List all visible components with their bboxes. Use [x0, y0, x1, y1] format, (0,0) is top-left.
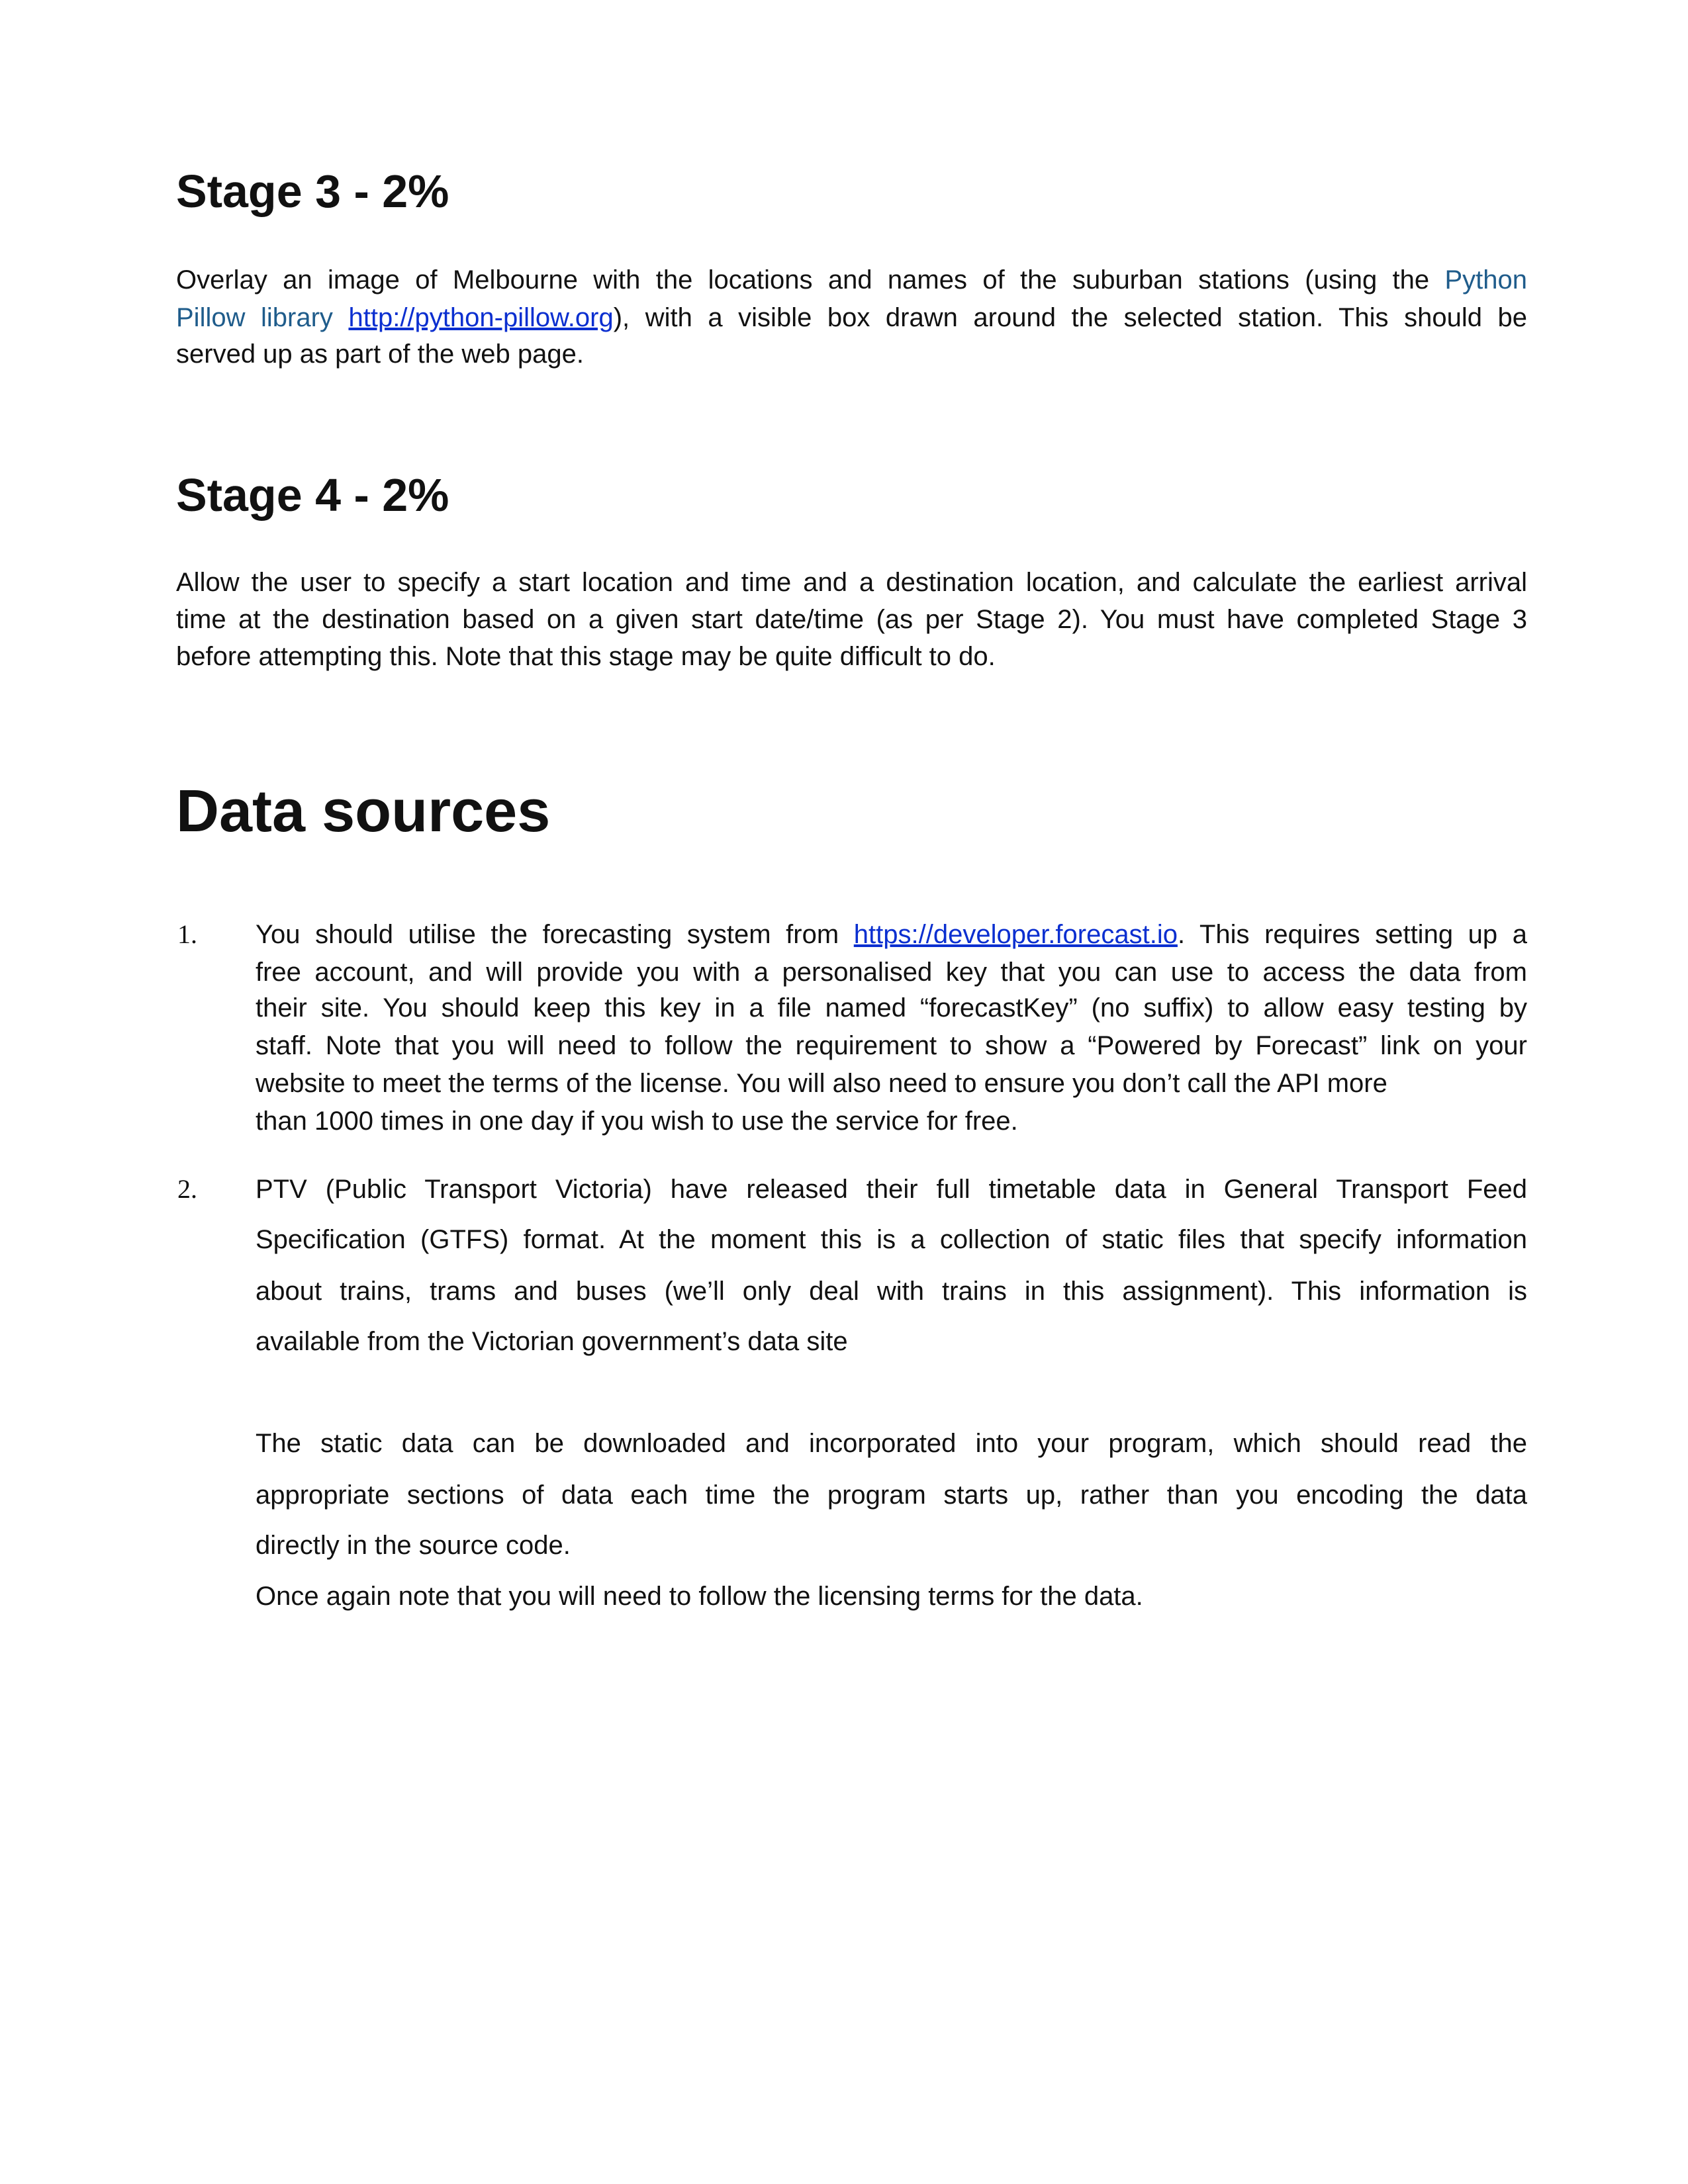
python-pillow-link[interactable]: http://python-pillow.org — [348, 303, 614, 332]
followup-line: directly in the source code. — [256, 1531, 571, 1560]
list-item-line: website to meet the terms of the license. You will also need to ensure you don’t call the API more — [256, 1069, 1387, 1098]
stage3-text: ), with a visible box drawn around the selected station. This should be — [613, 303, 1527, 332]
followup-line: appropriate sections of data each time the program starts up, rather than you encoding the data — [256, 1480, 1527, 1510]
item-text: . This requires setting up a — [1177, 920, 1527, 949]
forecast-link[interactable]: https://developer.forecast.io — [853, 920, 1178, 949]
list-item-line: available from the Victorian government’s data site — [256, 1327, 848, 1356]
followup-line: Once again note that you will need to follow the licensing terms for the data. — [256, 1582, 1143, 1611]
list-item-line: PTV (Public Transport Victoria) have released their full timetable data in General Transport Feed — [256, 1175, 1527, 1204]
stage4-line: time at the destination based on a given start date/time (as per Stage 2). You must have completed Stage 3 — [176, 605, 1527, 634]
stage3-line: served up as part of the web page. — [176, 340, 584, 369]
python-pillow-reference: Python — [1444, 265, 1527, 295]
stage3-heading: Stage 3 - 2% — [176, 165, 449, 217]
stage3-line — [176, 261, 1527, 298]
list-item-line: their site. You should keep this key in a file named “forecastKey” (no suffix) to allow easy testing by — [256, 993, 1527, 1023]
stage3-text: Overlay an image of Melbourne with the locations and names of the suburban stations (using the — [176, 265, 1445, 295]
list-number: 2. — [177, 1174, 197, 1204]
stage3-line — [176, 299, 1527, 336]
data-sources-heading: Data sources — [176, 778, 551, 844]
list-item-line: about trains, trams and buses (we’ll only deal with trains in this assignment). This information is — [256, 1277, 1527, 1306]
followup-line: The static data can be downloaded and incorporated into your program, which should read the — [256, 1429, 1527, 1458]
stage4-line: before attempting this. Note that this stage may be quite difficult to do. — [176, 642, 996, 671]
list-item-line: than 1000 times in one day if you wish to use the service for free. — [256, 1107, 1018, 1136]
list-item-line — [256, 916, 1527, 953]
item-text: You should utilise the forecasting system from — [256, 920, 854, 949]
stage4-line: Allow the user to specify a start location and time and a destination location, and calculate the earliest arrival — [176, 568, 1527, 597]
list-item-line: Specification (GTFS) format. At the moment this is a collection of static files that specify information — [256, 1225, 1527, 1254]
list-number: 1. — [177, 919, 197, 949]
list-item-line: free account, and will provide you with a personalised key that you can use to access the data from — [256, 958, 1527, 987]
list-item-line: staff. Note that you will need to follow the requirement to show a “Powered by Forecast” link on your — [256, 1031, 1527, 1060]
space — [333, 303, 349, 332]
stage4-heading: Stage 4 - 2% — [176, 469, 449, 521]
python-pillow-reference: Pillow library — [176, 303, 333, 332]
